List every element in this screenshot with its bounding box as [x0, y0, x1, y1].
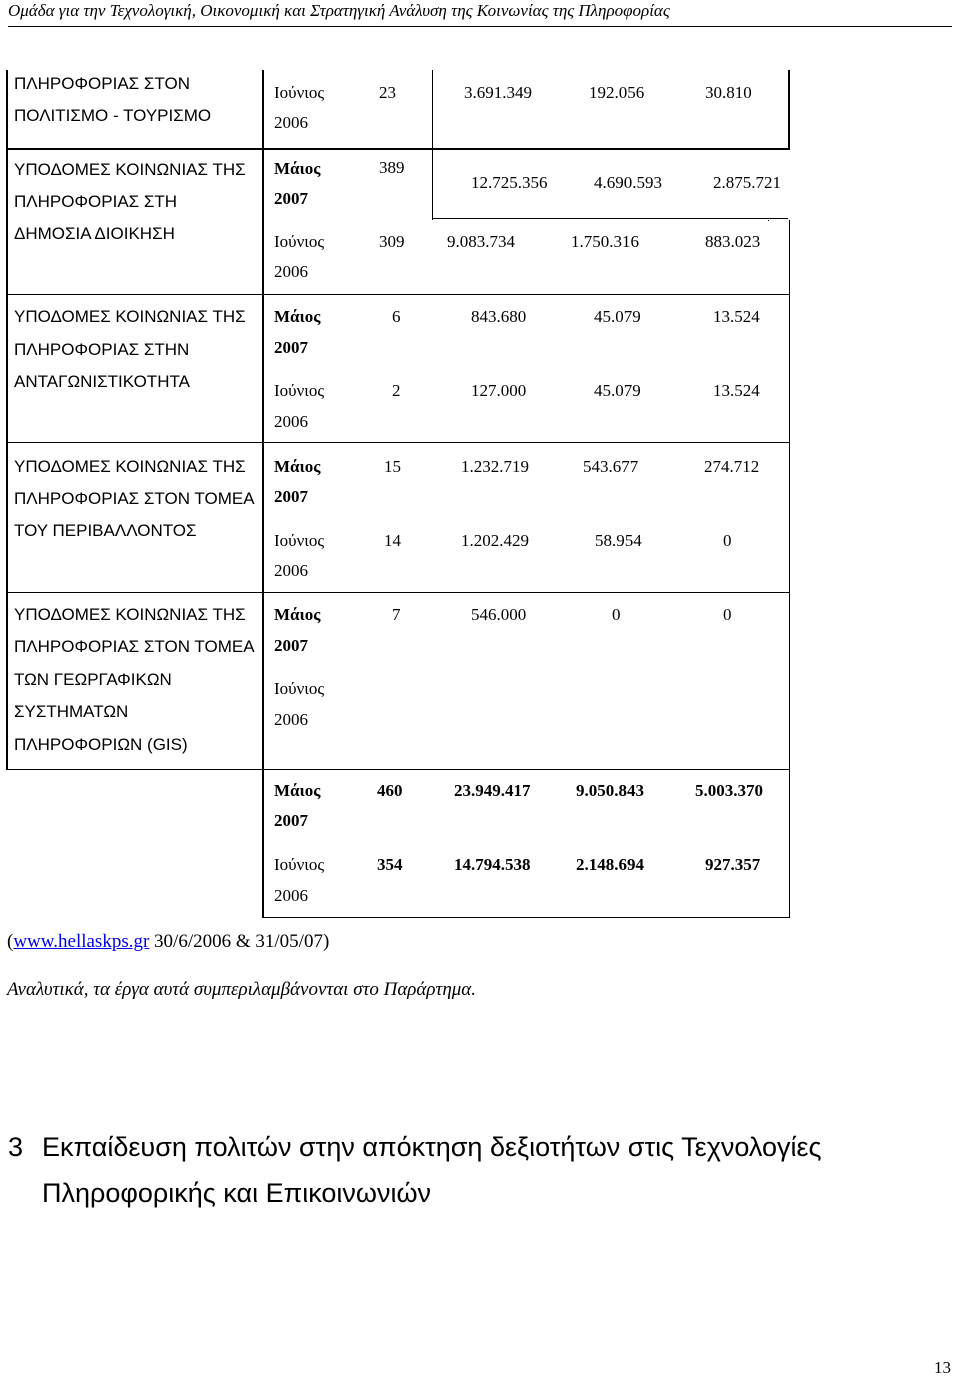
month-label: Μάιος — [274, 457, 321, 476]
value-col-3: 2.875.721 — [713, 173, 781, 192]
total-budget: 14.794.538 — [454, 855, 531, 874]
running-header-text: Ομάδα για την Τεχνολογική, Οικονομική και Στρατηγική Ανάλυση της Κοινωνίας της Πληροφορίας — [8, 1, 670, 20]
project-count: 2 — [392, 381, 401, 400]
month-label: Μάιος — [274, 605, 321, 624]
category-line: ΥΠΟΔΟΜΕΣ ΚΟΙΝΩΝΙΑΣ ΤΗΣ — [14, 605, 246, 624]
running-header — [8, 0, 952, 27]
budget-value: 12.725.356 — [471, 173, 548, 192]
category-line: ΠΛΗΡΟΦΟΡΙΑΣ ΣΤΟΝ ΤΟΜΕΑ — [14, 637, 255, 656]
source-open: ( — [7, 931, 14, 952]
year-label: 2006 — [274, 561, 308, 580]
month-label: Ιούνιος — [274, 679, 325, 698]
source-link[interactable]: www.hellaskps.gr — [13, 931, 150, 952]
category-line: ΠΛΗΡΟΦΟΡΙΩΝ (GIS) — [14, 735, 188, 754]
budget-value: 3.691.349 — [464, 83, 532, 102]
month-label: Ιούνιος — [274, 531, 325, 550]
month-label: Ιούνιος — [274, 232, 325, 251]
category-line: ΠΛΗΡΟΦΟΡΙΑΣ ΣΤΟΝ — [14, 74, 190, 93]
appendix-note: Αναλυτικά, τα έργα αυτά συμπεριλαμβάνονται στο Παράρτημα. — [7, 979, 477, 1000]
budget-value: 843.680 — [471, 307, 527, 326]
year-label: 2006 — [274, 886, 308, 905]
total-col-2: 2.148.694 — [576, 855, 644, 874]
category-line: ΠΟΛΙΤΙΣΜΟ - ΤΟΥΡΙΣΜΟ — [14, 106, 212, 125]
year-label: 2007 — [274, 636, 308, 655]
project-count: 389 — [379, 158, 405, 177]
category-line: ΥΠΟΔΟΜΕΣ ΚΟΙΝΩΝΙΑΣ ΤΗΣ — [14, 307, 246, 326]
month-label: Ιούνιος — [274, 855, 325, 874]
total-col-2: 9.050.843 — [576, 781, 644, 800]
year-label: 2007 — [274, 487, 308, 506]
category-line: ΣΥΣΤΗΜΑΤΩΝ — [14, 702, 129, 721]
section-title-line-1: Εκπαίδευση πολιτών στην απόκτηση δεξιοτήτων στις Τεχνολογίες — [42, 1132, 822, 1162]
category-line: ΤΩΝ ΓΕΩΡΓΑΦΙΚΩΝ — [14, 670, 172, 689]
category-line: ΤΟΥ ΠΕΡΙΒΑΛΛΟΝΤΟΣ — [14, 521, 197, 540]
value-col-2: 192.056 — [589, 83, 645, 102]
page-number: 13 — [934, 1358, 951, 1377]
value-col-3: 30.810 — [705, 83, 752, 102]
project-count: 6 — [392, 307, 401, 326]
budget-value: 1.232.719 — [461, 457, 529, 476]
total-count: 354 — [377, 855, 403, 874]
budget-value: 546.000 — [471, 605, 527, 624]
year-label: 2006 — [274, 113, 308, 132]
source-note — [7, 930, 329, 954]
category-line: ΠΛΗΡΟΦΟΡΙΑΣ ΣΤΗΝ — [14, 340, 190, 359]
month-label: Μάιος — [274, 307, 321, 326]
budget-value: 9.083.734 — [447, 232, 515, 251]
project-count: 15 — [384, 457, 401, 476]
month-label: Μάιος — [274, 781, 321, 800]
total-col-3: 5.003.370 — [695, 781, 763, 800]
section-number: 3 — [8, 1132, 24, 1162]
month-label: Μάιος — [274, 159, 321, 178]
value-col-2: 4.690.593 — [594, 173, 662, 192]
year-label: 2006 — [274, 710, 308, 729]
month-label: Ιούνιος — [274, 381, 325, 400]
value-col-3: 274.712 — [704, 457, 760, 476]
value-col-3: 883.023 — [705, 232, 761, 251]
month-label: Ιούνιος — [274, 83, 325, 102]
value-col-2: 45.079 — [594, 381, 641, 400]
project-count: 23 — [379, 83, 396, 102]
category-line: ΥΠΟΔΟΜΕΣ ΚΟΙΝΩΝΙΑΣ ΤΗΣ — [14, 160, 246, 179]
value-col-2: 58.954 — [595, 531, 642, 550]
value-col-3: 13.524 — [713, 307, 760, 326]
total-count: 460 — [377, 781, 403, 800]
value-col-3: 13.524 — [713, 381, 760, 400]
project-count: 14 — [384, 531, 401, 550]
budget-value: 1.202.429 — [461, 531, 529, 550]
total-budget: 23.949.417 — [454, 781, 531, 800]
category-line: ΠΛΗΡΟΦΟΡΙΑΣ ΣΤΗ — [14, 192, 178, 211]
year-label: 2007 — [274, 811, 308, 830]
category-line: ΑΝΤΑΓΩΝΙΣΤΙΚΟΤΗΤΑ — [14, 372, 190, 391]
total-col-3: 927.357 — [705, 855, 761, 874]
projects-table — [6, 70, 790, 918]
value-col-2: 543.677 — [583, 457, 639, 476]
year-label: 2006 — [274, 412, 308, 431]
year-label: 2007 — [274, 338, 308, 357]
value-col-2: 0 — [612, 605, 621, 624]
year-label: 2007 — [274, 189, 308, 208]
value-col-2: 1.750.316 — [571, 232, 639, 251]
value-col-2: 45.079 — [594, 307, 641, 326]
value-col-3: 0 — [723, 605, 732, 624]
category-line: ΔΗΜΟΣΙΑ ΔΙΟΙΚΗΣΗ — [14, 224, 175, 243]
category-line: ΥΠΟΔΟΜΕΣ ΚΟΙΝΩΝΙΑΣ ΤΗΣ — [14, 457, 246, 476]
project-count: 309 — [379, 232, 405, 251]
source-dates: 30/6/2006 & 31/05/07) — [149, 931, 330, 952]
section-title-line-2: Πληροφορικής και Επικοινωνιών — [42, 1178, 432, 1208]
budget-value: 127.000 — [471, 381, 527, 400]
value-col-3: 0 — [723, 531, 732, 550]
year-label: 2006 — [274, 262, 308, 281]
project-count: 7 — [392, 605, 401, 624]
category-line: ΠΛΗΡΟΦΟΡΙΑΣ ΣΤΟΝ ΤΟΜΕΑ — [14, 489, 255, 508]
